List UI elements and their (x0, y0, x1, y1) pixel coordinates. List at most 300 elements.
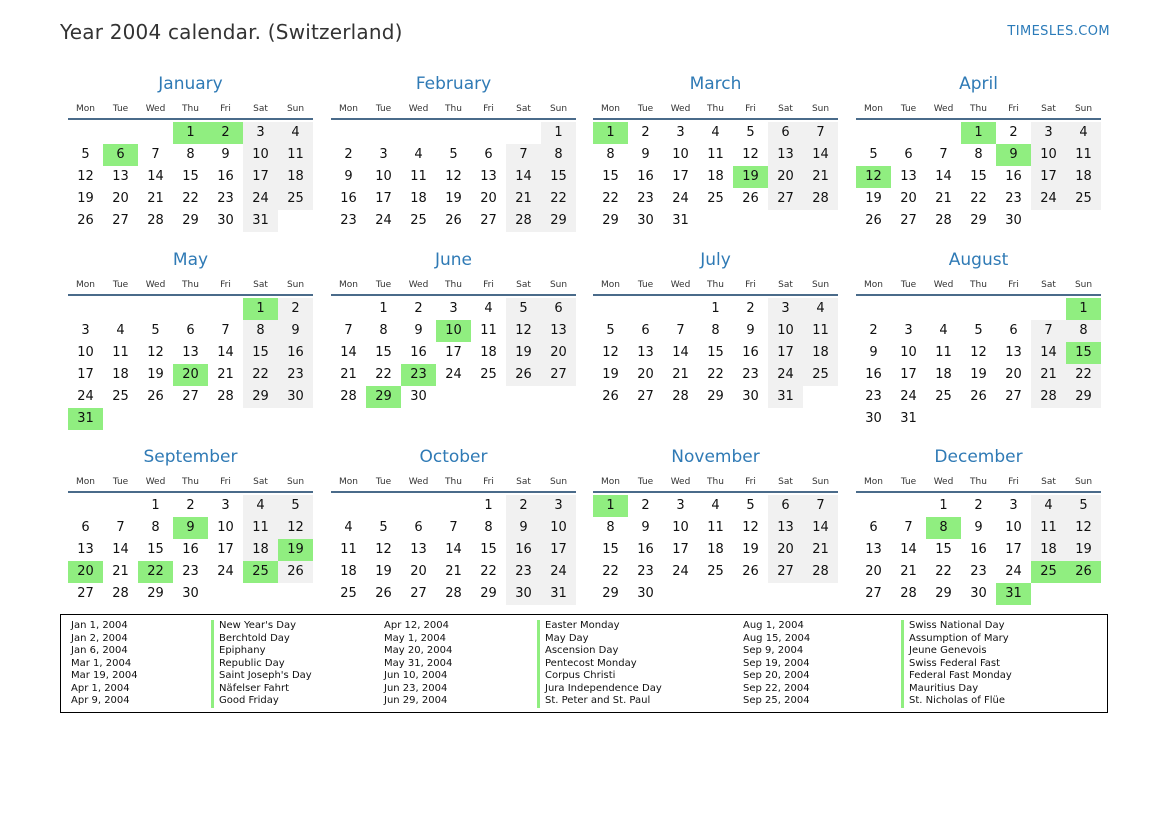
day-cell[interactable]: 24 (1031, 188, 1066, 210)
day-cell[interactable]: 16 (182, 542, 199, 557)
day-cell[interactable]: 11 (112, 345, 129, 360)
day-cell[interactable]: 7 (803, 495, 838, 517)
day-cell[interactable]: 27 (410, 586, 427, 601)
day-cell[interactable]: 22 (182, 191, 199, 206)
day-cell[interactable]: 16 (340, 191, 357, 206)
day-cell[interactable]: 12 (77, 169, 94, 184)
holiday-day-cell[interactable]: 12 (856, 166, 891, 188)
day-cell[interactable]: 11 (1031, 517, 1066, 539)
holiday-day-cell[interactable]: 2 (208, 122, 243, 144)
holiday-day-cell[interactable]: 1 (961, 122, 996, 144)
day-cell[interactable]: 10 (217, 520, 234, 535)
day-cell[interactable]: 9 (974, 520, 983, 535)
day-cell[interactable]: 4 (1066, 122, 1101, 144)
day-cell[interactable]: 27 (637, 389, 654, 404)
day-cell[interactable]: 22 (602, 564, 619, 579)
day-cell[interactable]: 24 (1005, 564, 1022, 579)
day-cell[interactable]: 15 (375, 345, 392, 360)
day-cell[interactable]: 5 (974, 323, 983, 338)
day-cell[interactable]: 18 (112, 367, 129, 382)
day-cell[interactable]: 28 (112, 586, 129, 601)
day-cell[interactable]: 3 (1009, 498, 1018, 513)
day-cell[interactable]: 10 (672, 520, 689, 535)
day-cell[interactable]: 22 (1066, 364, 1101, 386)
day-cell[interactable]: 8 (484, 520, 493, 535)
day-cell[interactable]: 14 (672, 345, 689, 360)
day-cell[interactable]: 25 (707, 564, 724, 579)
day-cell[interactable]: 12 (970, 345, 987, 360)
day-cell[interactable]: 30 (278, 386, 313, 408)
day-cell[interactable]: 25 (278, 188, 313, 210)
day-cell[interactable]: 16 (278, 342, 313, 364)
day-cell[interactable]: 5 (869, 147, 878, 162)
day-cell[interactable]: 10 (672, 147, 689, 162)
day-cell[interactable]: 9 (641, 147, 650, 162)
day-cell[interactable]: 22 (480, 564, 497, 579)
holiday-day-cell[interactable]: 25 (1031, 561, 1066, 583)
day-cell[interactable]: 17 (217, 542, 234, 557)
day-cell[interactable]: 31 (768, 386, 803, 408)
day-cell[interactable]: 25 (803, 364, 838, 386)
day-cell[interactable]: 22 (602, 191, 619, 206)
day-cell[interactable]: 22 (970, 191, 987, 206)
day-cell[interactable]: 12 (602, 345, 619, 360)
day-cell[interactable]: 19 (865, 191, 882, 206)
day-cell[interactable]: 17 (672, 542, 689, 557)
holiday-day-cell[interactable]: 23 (401, 364, 436, 386)
day-cell[interactable]: 23 (742, 367, 759, 382)
day-cell[interactable]: 15 (707, 345, 724, 360)
day-cell[interactable]: 10 (375, 169, 392, 184)
day-cell[interactable]: 7 (904, 520, 913, 535)
day-cell[interactable]: 11 (480, 323, 497, 338)
day-cell[interactable]: 26 (506, 364, 541, 386)
day-cell[interactable]: 5 (746, 498, 755, 513)
day-cell[interactable]: 25 (410, 213, 427, 228)
day-cell[interactable]: 14 (803, 144, 838, 166)
day-cell[interactable]: 2 (506, 495, 541, 517)
day-cell[interactable]: 3 (1031, 122, 1066, 144)
day-cell[interactable]: 21 (506, 188, 541, 210)
day-cell[interactable]: 6 (768, 122, 803, 144)
day-cell[interactable]: 3 (904, 323, 913, 338)
day-cell[interactable]: 11 (707, 520, 724, 535)
day-cell[interactable]: 6 (1009, 323, 1018, 338)
day-cell[interactable]: 22 (707, 367, 724, 382)
day-cell[interactable]: 2 (186, 498, 195, 513)
day-cell[interactable]: 7 (1031, 320, 1066, 342)
day-cell[interactable]: 8 (974, 147, 983, 162)
day-cell[interactable]: 29 (480, 586, 497, 601)
day-cell[interactable]: 17 (900, 367, 917, 382)
day-cell[interactable]: 19 (1066, 539, 1101, 561)
day-cell[interactable]: 23 (182, 564, 199, 579)
day-cell[interactable]: 9 (278, 320, 313, 342)
day-cell[interactable]: 26 (77, 213, 94, 228)
day-cell[interactable]: 16 (637, 169, 654, 184)
day-cell[interactable]: 23 (865, 389, 882, 404)
day-cell[interactable]: 11 (340, 542, 357, 557)
day-cell[interactable]: 19 (506, 342, 541, 364)
day-cell[interactable]: 27 (900, 213, 917, 228)
day-cell[interactable]: 3 (676, 498, 685, 513)
day-cell[interactable]: 20 (637, 367, 654, 382)
day-cell[interactable]: 29 (602, 586, 619, 601)
day-cell[interactable]: 27 (865, 586, 882, 601)
day-cell[interactable]: 28 (803, 188, 838, 210)
holiday-day-cell[interactable]: 22 (138, 561, 173, 583)
day-cell[interactable]: 21 (112, 564, 129, 579)
day-cell[interactable]: 11 (278, 144, 313, 166)
day-cell[interactable]: 23 (637, 191, 654, 206)
day-cell[interactable]: 27 (768, 188, 803, 210)
day-cell[interactable]: 14 (217, 345, 234, 360)
day-cell[interactable]: 26 (970, 389, 987, 404)
day-cell[interactable]: 29 (935, 586, 952, 601)
day-cell[interactable]: 6 (904, 147, 913, 162)
holiday-day-cell[interactable]: 19 (733, 166, 768, 188)
day-cell[interactable]: 28 (147, 213, 164, 228)
holiday-day-cell[interactable]: 1 (1066, 298, 1101, 320)
day-cell[interactable]: 4 (344, 520, 353, 535)
day-cell[interactable]: 10 (900, 345, 917, 360)
day-cell[interactable]: 27 (768, 561, 803, 583)
day-cell[interactable]: 10 (243, 144, 278, 166)
day-cell[interactable]: 15 (243, 342, 278, 364)
day-cell[interactable]: 8 (1066, 320, 1101, 342)
holiday-day-cell[interactable]: 25 (243, 561, 278, 583)
day-cell[interactable]: 2 (974, 498, 983, 513)
day-cell[interactable]: 12 (375, 542, 392, 557)
holiday-day-cell[interactable]: 1 (593, 122, 628, 144)
day-cell[interactable]: 5 (746, 125, 755, 140)
day-cell[interactable]: 14 (803, 517, 838, 539)
day-cell[interactable]: 12 (742, 147, 759, 162)
day-cell[interactable]: 21 (445, 564, 462, 579)
day-cell[interactable]: 9 (414, 323, 423, 338)
day-cell[interactable]: 13 (768, 517, 803, 539)
day-cell[interactable]: 12 (147, 345, 164, 360)
day-cell[interactable]: 12 (1066, 517, 1101, 539)
day-cell[interactable]: 13 (182, 345, 199, 360)
day-cell[interactable]: 3 (81, 323, 90, 338)
day-cell[interactable]: 11 (410, 169, 427, 184)
day-cell[interactable]: 13 (112, 169, 129, 184)
day-cell[interactable]: 11 (243, 517, 278, 539)
day-cell[interactable]: 31 (900, 411, 917, 426)
day-cell[interactable]: 21 (672, 367, 689, 382)
day-cell[interactable]: 3 (449, 301, 458, 316)
day-cell[interactable]: 15 (147, 542, 164, 557)
day-cell[interactable]: 24 (217, 564, 234, 579)
day-cell[interactable]: 16 (410, 345, 427, 360)
day-cell[interactable]: 29 (1066, 386, 1101, 408)
day-cell[interactable]: 27 (182, 389, 199, 404)
day-cell[interactable]: 31 (672, 213, 689, 228)
day-cell[interactable]: 30 (217, 213, 234, 228)
day-cell[interactable]: 25 (112, 389, 129, 404)
day-cell[interactable]: 26 (742, 191, 759, 206)
day-cell[interactable]: 16 (970, 542, 987, 557)
day-cell[interactable]: 17 (77, 367, 94, 382)
day-cell[interactable]: 31 (541, 583, 576, 605)
day-cell[interactable]: 7 (221, 323, 230, 338)
holiday-day-cell[interactable]: 9 (996, 144, 1031, 166)
day-cell[interactable]: 31 (243, 210, 278, 232)
day-cell[interactable]: 18 (278, 166, 313, 188)
day-cell[interactable]: 29 (182, 213, 199, 228)
day-cell[interactable]: 20 (410, 564, 427, 579)
day-cell[interactable]: 8 (711, 323, 720, 338)
day-cell[interactable]: 15 (480, 542, 497, 557)
day-cell[interactable]: 5 (379, 520, 388, 535)
day-cell[interactable]: 14 (340, 345, 357, 360)
day-cell[interactable]: 6 (484, 147, 493, 162)
day-cell[interactable]: 5 (606, 323, 615, 338)
day-cell[interactable]: 8 (606, 147, 615, 162)
day-cell[interactable]: 21 (340, 367, 357, 382)
day-cell[interactable]: 9 (641, 520, 650, 535)
day-cell[interactable]: 10 (1005, 520, 1022, 535)
day-cell[interactable]: 10 (77, 345, 94, 360)
day-cell[interactable]: 16 (217, 169, 234, 184)
holiday-day-cell[interactable]: 1 (593, 495, 628, 517)
day-cell[interactable]: 1 (151, 498, 160, 513)
day-cell[interactable]: 17 (1031, 166, 1066, 188)
day-cell[interactable]: 19 (445, 191, 462, 206)
day-cell[interactable]: 18 (1066, 166, 1101, 188)
holiday-day-cell[interactable]: 15 (1066, 342, 1101, 364)
day-cell[interactable]: 28 (340, 389, 357, 404)
day-cell[interactable]: 21 (900, 564, 917, 579)
day-cell[interactable]: 20 (865, 564, 882, 579)
day-cell[interactable]: 18 (707, 542, 724, 557)
day-cell[interactable]: 26 (445, 213, 462, 228)
day-cell[interactable]: 14 (935, 169, 952, 184)
day-cell[interactable]: 16 (637, 542, 654, 557)
day-cell[interactable]: 24 (768, 364, 803, 386)
day-cell[interactable]: 2 (641, 125, 650, 140)
day-cell[interactable]: 26 (865, 213, 882, 228)
day-cell[interactable]: 15 (935, 542, 952, 557)
day-cell[interactable]: 3 (676, 125, 685, 140)
day-cell[interactable]: 17 (243, 166, 278, 188)
day-cell[interactable]: 22 (243, 364, 278, 386)
day-cell[interactable]: 28 (445, 586, 462, 601)
day-cell[interactable]: 30 (506, 583, 541, 605)
day-cell[interactable]: 15 (602, 542, 619, 557)
day-cell[interactable]: 17 (445, 345, 462, 360)
day-cell[interactable]: 4 (484, 301, 493, 316)
day-cell[interactable]: 11 (707, 147, 724, 162)
day-cell[interactable]: 8 (186, 147, 195, 162)
day-cell[interactable]: 30 (182, 586, 199, 601)
day-cell[interactable]: 5 (278, 495, 313, 517)
day-cell[interactable]: 22 (375, 367, 392, 382)
day-cell[interactable]: 28 (506, 210, 541, 232)
day-cell[interactable]: 29 (541, 210, 576, 232)
day-cell[interactable]: 3 (768, 298, 803, 320)
day-cell[interactable]: 24 (243, 188, 278, 210)
day-cell[interactable]: 13 (541, 320, 576, 342)
day-cell[interactable]: 21 (803, 539, 838, 561)
day-cell[interactable]: 13 (637, 345, 654, 360)
holiday-day-cell[interactable]: 31 (68, 408, 103, 430)
day-cell[interactable]: 17 (672, 169, 689, 184)
day-cell[interactable]: 19 (147, 367, 164, 382)
day-cell[interactable]: 13 (77, 542, 94, 557)
day-cell[interactable]: 5 (81, 147, 90, 162)
day-cell[interactable]: 16 (1005, 169, 1022, 184)
day-cell[interactable]: 21 (803, 166, 838, 188)
day-cell[interactable]: 8 (541, 144, 576, 166)
day-cell[interactable]: 26 (278, 561, 313, 583)
day-cell[interactable]: 30 (742, 389, 759, 404)
day-cell[interactable]: 7 (151, 147, 160, 162)
holiday-day-cell[interactable]: 1 (243, 298, 278, 320)
day-cell[interactable]: 1 (541, 122, 576, 144)
day-cell[interactable]: 2 (344, 147, 353, 162)
day-cell[interactable]: 28 (672, 389, 689, 404)
day-cell[interactable]: 12 (278, 517, 313, 539)
day-cell[interactable]: 14 (147, 169, 164, 184)
day-cell[interactable]: 9 (746, 323, 755, 338)
day-cell[interactable]: 4 (711, 498, 720, 513)
day-cell[interactable]: 2 (414, 301, 423, 316)
day-cell[interactable]: 24 (375, 213, 392, 228)
day-cell[interactable]: 30 (410, 389, 427, 404)
day-cell[interactable]: 20 (1005, 367, 1022, 382)
day-cell[interactable]: 14 (900, 542, 917, 557)
day-cell[interactable]: 5 (506, 298, 541, 320)
day-cell[interactable]: 6 (641, 323, 650, 338)
day-cell[interactable]: 11 (1066, 144, 1101, 166)
day-cell[interactable]: 29 (970, 213, 987, 228)
day-cell[interactable]: 23 (340, 213, 357, 228)
day-cell[interactable]: 27 (77, 586, 94, 601)
day-cell[interactable]: 16 (865, 367, 882, 382)
day-cell[interactable]: 23 (217, 191, 234, 206)
holiday-day-cell[interactable]: 8 (926, 517, 961, 539)
day-cell[interactable]: 12 (742, 520, 759, 535)
holiday-day-cell[interactable]: 10 (436, 320, 471, 342)
day-cell[interactable]: 12 (506, 320, 541, 342)
day-cell[interactable]: 4 (803, 298, 838, 320)
day-cell[interactable]: 14 (506, 166, 541, 188)
holiday-day-cell[interactable]: 20 (173, 364, 208, 386)
day-cell[interactable]: 25 (935, 389, 952, 404)
day-cell[interactable]: 28 (803, 561, 838, 583)
day-cell[interactable]: 7 (803, 122, 838, 144)
day-cell[interactable]: 16 (742, 345, 759, 360)
day-cell[interactable]: 19 (742, 542, 759, 557)
day-cell[interactable]: 30 (637, 213, 654, 228)
day-cell[interactable]: 5 (1066, 495, 1101, 517)
day-cell[interactable]: 23 (506, 561, 541, 583)
day-cell[interactable]: 23 (278, 364, 313, 386)
day-cell[interactable]: 15 (182, 169, 199, 184)
holiday-day-cell[interactable]: 31 (996, 583, 1031, 605)
day-cell[interactable]: 26 (602, 389, 619, 404)
day-cell[interactable]: 8 (379, 323, 388, 338)
day-cell[interactable]: 29 (602, 213, 619, 228)
day-cell[interactable]: 23 (1005, 191, 1022, 206)
day-cell[interactable]: 20 (768, 539, 803, 561)
day-cell[interactable]: 4 (278, 122, 313, 144)
day-cell[interactable]: 20 (112, 191, 129, 206)
day-cell[interactable]: 20 (541, 342, 576, 364)
day-cell[interactable]: 19 (375, 564, 392, 579)
day-cell[interactable]: 8 (243, 320, 278, 342)
day-cell[interactable]: 1 (939, 498, 948, 513)
day-cell[interactable]: 4 (414, 147, 423, 162)
day-cell[interactable]: 5 (151, 323, 160, 338)
day-cell[interactable]: 13 (900, 169, 917, 184)
day-cell[interactable]: 2 (746, 301, 755, 316)
day-cell[interactable]: 21 (217, 367, 234, 382)
day-cell[interactable]: 13 (410, 542, 427, 557)
day-cell[interactable]: 25 (480, 367, 497, 382)
day-cell[interactable]: 27 (480, 213, 497, 228)
day-cell[interactable]: 30 (865, 411, 882, 426)
day-cell[interactable]: 6 (186, 323, 195, 338)
brand-link[interactable]: TIMESLES.COM (1007, 24, 1110, 39)
day-cell[interactable]: 17 (1005, 542, 1022, 557)
day-cell[interactable]: 17 (375, 191, 392, 206)
day-cell[interactable]: 20 (480, 191, 497, 206)
day-cell[interactable]: 4 (116, 323, 125, 338)
day-cell[interactable]: 24 (672, 564, 689, 579)
day-cell[interactable]: 28 (1031, 386, 1066, 408)
day-cell[interactable]: 21 (935, 191, 952, 206)
day-cell[interactable]: 13 (480, 169, 497, 184)
day-cell[interactable]: 7 (344, 323, 353, 338)
day-cell[interactable]: 1 (711, 301, 720, 316)
day-cell[interactable]: 9 (221, 147, 230, 162)
day-cell[interactable]: 2 (641, 498, 650, 513)
day-cell[interactable]: 17 (768, 342, 803, 364)
day-cell[interactable]: 20 (768, 166, 803, 188)
day-cell[interactable]: 13 (768, 144, 803, 166)
day-cell[interactable]: 6 (414, 520, 423, 535)
day-cell[interactable]: 15 (970, 169, 987, 184)
day-cell[interactable]: 13 (865, 542, 882, 557)
holiday-day-cell[interactable]: 26 (1066, 561, 1101, 583)
day-cell[interactable]: 7 (449, 520, 458, 535)
day-cell[interactable]: 24 (672, 191, 689, 206)
day-cell[interactable]: 25 (340, 586, 357, 601)
day-cell[interactable]: 26 (375, 586, 392, 601)
day-cell[interactable]: 2 (869, 323, 878, 338)
day-cell[interactable]: 2 (1009, 125, 1018, 140)
day-cell[interactable]: 13 (1005, 345, 1022, 360)
day-cell[interactable]: 3 (379, 147, 388, 162)
day-cell[interactable]: 12 (445, 169, 462, 184)
day-cell[interactable]: 26 (742, 564, 759, 579)
holiday-day-cell[interactable]: 6 (103, 144, 138, 166)
day-cell[interactable]: 10 (768, 320, 803, 342)
day-cell[interactable]: 28 (217, 389, 234, 404)
day-cell[interactable]: 30 (1005, 213, 1022, 228)
day-cell[interactable]: 18 (803, 342, 838, 364)
day-cell[interactable]: 4 (711, 125, 720, 140)
day-cell[interactable]: 18 (410, 191, 427, 206)
day-cell[interactable]: 16 (506, 539, 541, 561)
day-cell[interactable]: 15 (602, 169, 619, 184)
day-cell[interactable]: 18 (480, 345, 497, 360)
day-cell[interactable]: 27 (112, 213, 129, 228)
day-cell[interactable]: 6 (869, 520, 878, 535)
